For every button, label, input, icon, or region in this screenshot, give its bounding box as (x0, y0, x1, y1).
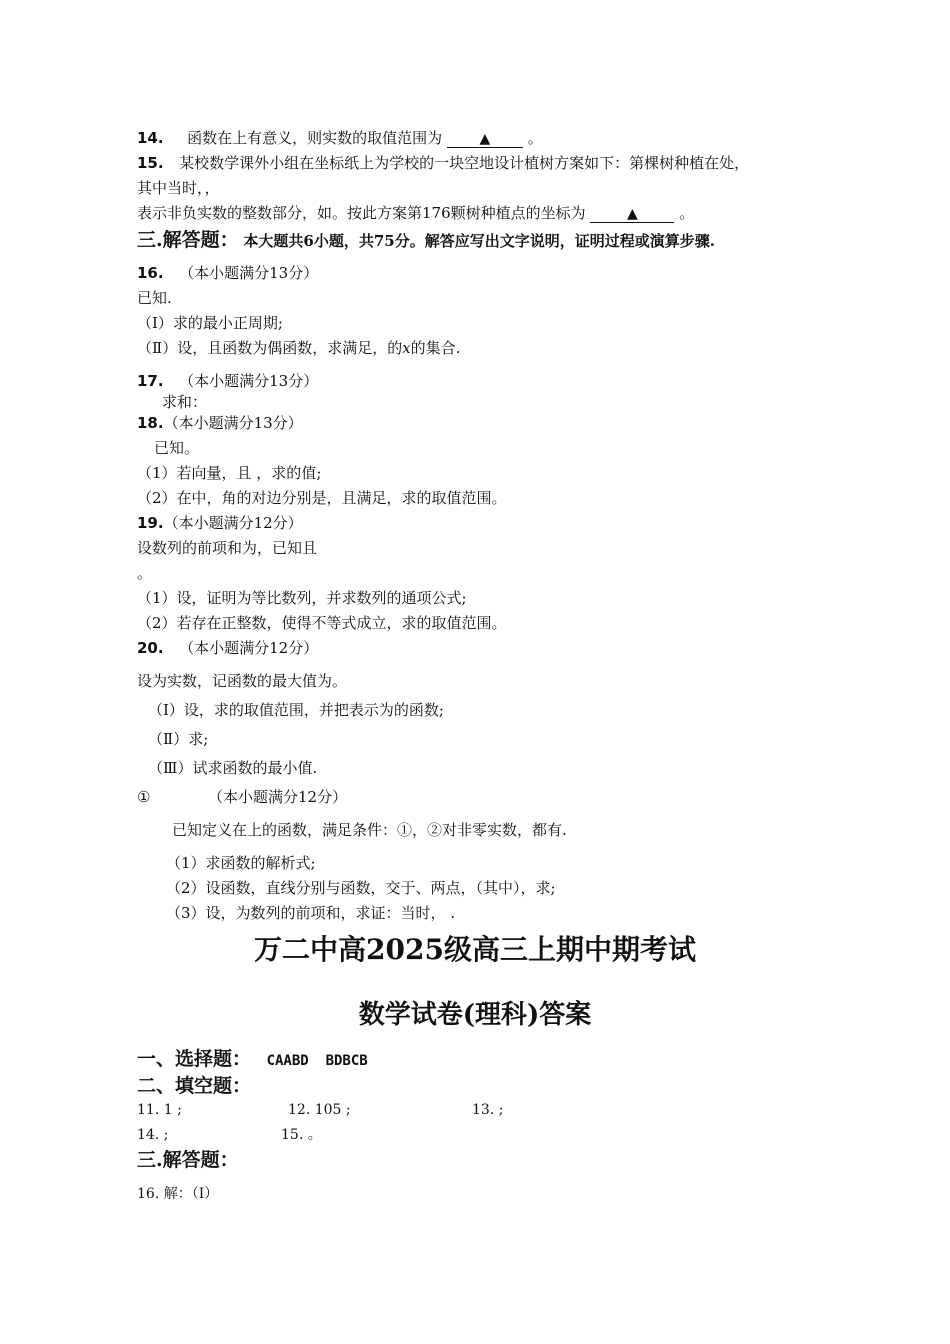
question-21-part-3: （3）设，为数列的前项和，求证：当时， . (166, 904, 456, 922)
question-20-line: 设为实数，记函数的最大值为。 (137, 672, 348, 690)
question-19-line-2: 。 (137, 564, 153, 582)
question-15-line-2: 其中当时，， (137, 179, 220, 197)
period: 。 (527, 129, 543, 147)
answer-16: 16. 解：（Ⅰ） (137, 1186, 219, 1202)
question-text: （Ⅱ）设，且函数为偶函数，求满足，的 (137, 339, 403, 357)
question-text: 表示非负实数的整数部分，如。按此方案第176颗树种植点的坐标为 (137, 204, 586, 222)
question-18-header (137, 413, 303, 433)
question-score: （本小题满分13分） (163, 414, 303, 432)
question-16-line: 已知. (137, 289, 172, 307)
question-number: 19. (137, 514, 164, 532)
question-18-part-2: （2）在中，角的对边分别是，且满足，求的取值范围。 (137, 489, 507, 507)
question-number: 20. (137, 639, 164, 657)
answer-blank (590, 206, 674, 223)
triangle-icon: ▲ (627, 206, 638, 222)
question-number: ① (137, 788, 151, 806)
question-score: （本小题满分12分） (208, 788, 348, 806)
question-score: （本小题满分13分） (179, 372, 319, 390)
question-20-part-2: （Ⅱ）求; (148, 730, 209, 748)
fill-section-title: 二、填空题： (137, 1075, 252, 1097)
question-score: （本小题满分12分） (163, 514, 303, 532)
question-text: 的集合. (410, 339, 461, 357)
question-number: 18. (137, 414, 164, 432)
question-number: 17. (137, 372, 164, 390)
question-20-part-1: （Ⅰ）设，求的取值范围，并把表示为的函数; (148, 701, 444, 719)
question-16-part-2 (137, 338, 460, 358)
question-17-header (137, 371, 318, 391)
question-16-part-1: （Ⅰ）求的最小正周期; (137, 314, 283, 332)
question-15-line-3 (137, 203, 694, 223)
question-number: 16. (137, 264, 164, 282)
question-16-header (137, 263, 318, 283)
answer-blank (447, 131, 523, 148)
answer-subtitle: 数学试卷(理科)答案 (358, 1000, 592, 1030)
question-20-header (137, 638, 318, 658)
answer-11: 11. 1 ; (137, 1102, 182, 1118)
answer-title: 万二中高2025级高三上期中期考试 (254, 933, 696, 966)
solve-section-title: 三.解答题： (137, 1149, 239, 1171)
section-title: 一、选择题： (137, 1048, 252, 1070)
question-19-line-1: 设数列的前项和为，已知且 (137, 539, 318, 557)
question-text: 函数在上有意义，则实数的取值范围为 (187, 129, 443, 147)
question-21-header (137, 787, 347, 807)
question-14 (137, 128, 543, 148)
question-score: （本小题满分12分） (179, 639, 319, 657)
part-3-heading (137, 228, 715, 253)
period: 。 (679, 204, 695, 222)
question-19-part-2: （2）若存在正整数，使得不等式成立，求的取值范围。 (137, 614, 507, 632)
answer-14: 14. ; (137, 1127, 169, 1143)
question-18-part-1: （1）若向量，且 ，求的值; (137, 464, 322, 482)
question-19-part-1: （1）设，证明为等比数列，并求数列的通项公式; (137, 589, 467, 607)
answer-13: 13. ; (472, 1102, 504, 1118)
question-17-line: 求和： (162, 393, 208, 411)
question-20-part-3: （Ⅲ）试求函数的最小值. (148, 759, 318, 777)
question-15-line-1 (137, 153, 749, 173)
question-21-line: 已知定义在上的函数，满足条件：①，②对非零实数，都有. (172, 821, 567, 839)
question-18-line: 已知。 (154, 439, 200, 457)
answer-15: 15. 。 (281, 1127, 322, 1143)
question-21-part-2: （2）设函数，直线分别与函数，交于、两点，（其中），求; (166, 879, 556, 897)
triangle-icon: ▲ (479, 131, 491, 147)
question-21-part-1: （1）求函数的解析式; (166, 854, 316, 872)
question-text: 某校数学课外小组在坐标纸上为学校的一块空地设计植树方案如下：第棵树种植在处， (179, 154, 750, 172)
section-title: 三.解答题： (137, 229, 239, 251)
section-description: 本大题共6小题，共75分。解答应写出文字说明，证明过程或演算步骤. (243, 232, 715, 250)
question-score: （本小题满分13分） (179, 264, 319, 282)
variable-x: x (402, 339, 411, 357)
choice-section (137, 1046, 368, 1074)
question-19-header (137, 513, 303, 533)
choice-answers: CAABD BDBCB (266, 1053, 368, 1069)
answer-12: 12. 105 ; (288, 1102, 351, 1118)
question-number: 15. (137, 154, 164, 172)
question-number: 14. (137, 129, 164, 147)
